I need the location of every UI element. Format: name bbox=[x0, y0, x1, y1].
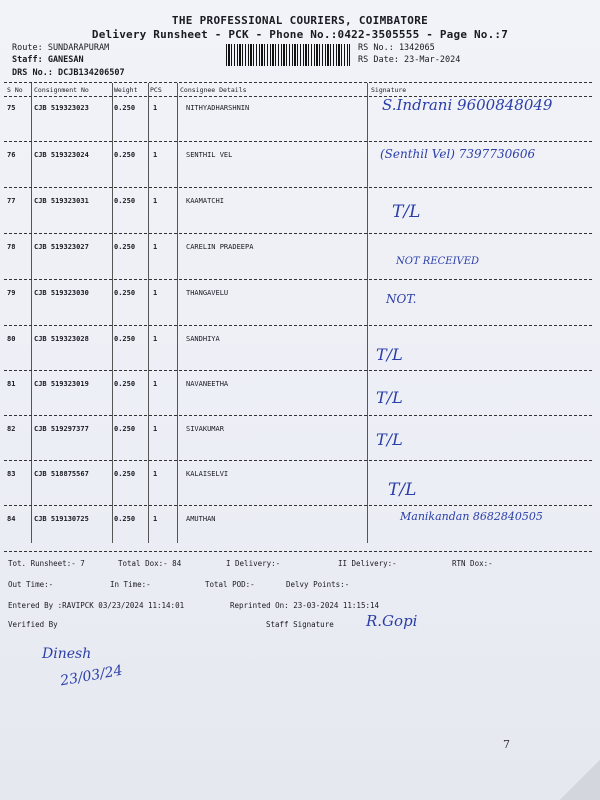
row-consignment: CJB 519323027 bbox=[34, 243, 89, 251]
row-signature: Manikandan 8682840505 bbox=[400, 510, 543, 523]
row-consignee: AMUTHAN bbox=[186, 515, 216, 523]
row-consignment: CJB 519323019 bbox=[34, 380, 89, 388]
page-corner-curl bbox=[560, 760, 600, 800]
row-consignee: CARELIN PRADEEPA bbox=[186, 243, 254, 251]
row-consignment: CJB 519323028 bbox=[34, 335, 89, 343]
row-pcs: 1 bbox=[153, 104, 158, 112]
row-weight: 0.250 bbox=[114, 425, 136, 433]
col-header-consignment: Consignment No bbox=[34, 86, 89, 94]
row-consignee: KAAMATCHI bbox=[186, 197, 224, 205]
col-divider bbox=[31, 83, 32, 543]
row-consignment: CJB 519297377 bbox=[34, 425, 89, 433]
runsheet-subtitle: Delivery Runsheet - PCK - Phone No.:0422-3505555 - Page No.:7 bbox=[91, 28, 509, 41]
row-weight: 0.250 bbox=[114, 380, 136, 388]
row-weight: 0.250 bbox=[114, 470, 136, 478]
rs-date: RS Date: 23-Mar-2024 bbox=[358, 55, 461, 65]
col-header-sno: S No bbox=[7, 86, 23, 94]
row-signature: T/L bbox=[376, 345, 403, 364]
total-pod: Total POD:- bbox=[205, 580, 255, 589]
row-signature: T/L bbox=[392, 202, 421, 222]
out-time: Out Time:- bbox=[8, 580, 54, 589]
col-header-weight: Weight bbox=[114, 86, 138, 94]
row-pcs: 1 bbox=[153, 151, 158, 159]
col-header-signature: Signature bbox=[371, 86, 407, 94]
total-dox: Total Dox:- 84 bbox=[118, 559, 182, 568]
row-pcs: 1 bbox=[153, 243, 158, 251]
staff-signature-mark: R.Gopi bbox=[366, 612, 418, 630]
row-consignment: CJB 519323030 bbox=[34, 289, 89, 297]
staff-label: Staff: GANESAN bbox=[12, 55, 84, 65]
row-sno: 81 bbox=[7, 380, 16, 388]
i-delivery: I Delivery:- bbox=[226, 559, 281, 568]
row-pcs: 1 bbox=[153, 335, 158, 343]
row-signature: NOT. bbox=[386, 292, 417, 306]
in-time: In Time:- bbox=[110, 580, 151, 589]
verified-date-mark: 23/03/24 bbox=[59, 662, 124, 690]
row-consignment: CJB 518875567 bbox=[34, 470, 89, 478]
row-rule bbox=[4, 551, 592, 552]
verified-signature-mark: Dinesh bbox=[42, 646, 92, 662]
row-sno: 82 bbox=[7, 425, 16, 433]
row-pcs: 1 bbox=[153, 425, 158, 433]
row-sno: 80 bbox=[7, 335, 16, 343]
row-pcs: 1 bbox=[153, 515, 158, 523]
row-consignee: NITHYADHARSHNIN bbox=[186, 104, 250, 112]
row-signature: (Senthil Vel) 7397730606 bbox=[380, 147, 536, 161]
col-header-pcs: PCS bbox=[150, 86, 162, 94]
row-weight: 0.250 bbox=[114, 104, 136, 112]
row-consignment: CJB 519323031 bbox=[34, 197, 89, 205]
row-sno: 84 bbox=[7, 515, 16, 523]
row-weight: 0.250 bbox=[114, 335, 136, 343]
row-weight: 0.250 bbox=[114, 289, 136, 297]
row-consignment: CJB 519323024 bbox=[34, 151, 89, 159]
reprinted-on: Reprinted On: 23-03-2024 11:15:14 bbox=[230, 601, 380, 610]
row-consignee: THANGAVELU bbox=[186, 289, 229, 297]
delvy-points: Delvy Points:- bbox=[286, 580, 350, 589]
row-sno: 78 bbox=[7, 243, 16, 251]
row-rule bbox=[4, 187, 592, 188]
col-divider bbox=[367, 83, 368, 543]
row-pcs: 1 bbox=[153, 197, 158, 205]
row-rule bbox=[4, 460, 592, 461]
row-rule bbox=[4, 233, 592, 234]
row-weight: 0.250 bbox=[114, 243, 136, 251]
col-divider bbox=[148, 83, 149, 543]
row-consignee: SANDHIYA bbox=[186, 335, 220, 343]
drs-number: DRS No.: DCJB134206507 bbox=[12, 68, 125, 78]
row-rule bbox=[4, 141, 592, 142]
col-divider bbox=[177, 83, 178, 543]
row-rule bbox=[4, 279, 592, 280]
row-rule bbox=[4, 505, 592, 506]
row-pcs: 1 bbox=[153, 470, 158, 478]
row-pcs: 1 bbox=[153, 289, 158, 297]
route-label: Route: SUNDARAPURAM bbox=[12, 43, 110, 53]
row-weight: 0.250 bbox=[114, 197, 136, 205]
row-consignee: KALAISELVI bbox=[186, 470, 229, 478]
row-sno: 76 bbox=[7, 151, 16, 159]
col-divider bbox=[112, 83, 113, 543]
row-signature: T/L bbox=[376, 388, 403, 407]
total-runsheet: Tot. Runsheet:- 7 bbox=[8, 559, 85, 568]
barcode bbox=[226, 44, 350, 66]
row-rule bbox=[4, 370, 592, 371]
row-pcs: 1 bbox=[153, 380, 158, 388]
entered-by: Entered By :RAVIPCK 03/23/2024 11:14:01 bbox=[8, 601, 185, 610]
ii-delivery: II Delivery:- bbox=[338, 559, 397, 568]
rs-number: RS No.: 1342065 bbox=[358, 43, 435, 53]
row-sno: 79 bbox=[7, 289, 16, 297]
row-weight: 0.250 bbox=[114, 515, 136, 523]
company-title: THE PROFESSIONAL COURIERS, COIMBATORE bbox=[171, 14, 429, 27]
row-signature: T/L bbox=[388, 480, 417, 500]
row-weight: 0.250 bbox=[114, 151, 136, 159]
row-sno: 77 bbox=[7, 197, 16, 205]
row-consignee: SENTHIL VEL bbox=[186, 151, 233, 159]
page-number-mark: 7 bbox=[503, 738, 510, 751]
row-signature: NOT RECEIVED bbox=[396, 256, 480, 267]
row-signature: S.Indrani 9600848049 bbox=[382, 96, 553, 114]
row-rule bbox=[4, 325, 592, 326]
row-consignment: CJB 519130725 bbox=[34, 515, 89, 523]
verified-by-label: Verified By bbox=[8, 620, 58, 629]
row-rule bbox=[4, 415, 592, 416]
row-consignee: NAVANEETHA bbox=[186, 380, 229, 388]
row-signature: T/L bbox=[376, 430, 403, 449]
row-consignee: SIVAKUMAR bbox=[186, 425, 224, 433]
staff-signature-label: Staff Signature bbox=[266, 620, 334, 629]
row-consignment: CJB 519323023 bbox=[34, 104, 89, 112]
row-sno: 83 bbox=[7, 470, 16, 478]
rtn-dox: RTN Dox:- bbox=[452, 559, 493, 568]
col-header-consignee: Consignee Details bbox=[180, 86, 247, 94]
header-top-rule bbox=[4, 82, 592, 83]
row-sno: 75 bbox=[7, 104, 16, 112]
